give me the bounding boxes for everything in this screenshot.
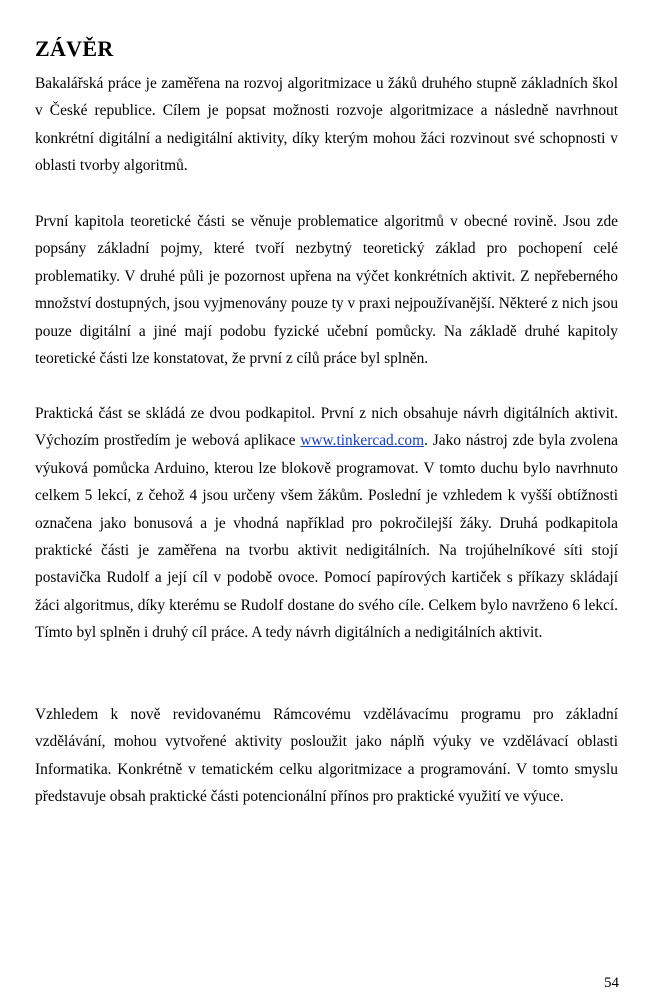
paragraph-theory-summary: První kapitola teoretické části se věnuje problematice algoritmů v obecné rovině. Jsou zde popsány základní pojmy, které tvoří nezbytný teoretický základ pro pochopení celé problematiky. V druhé půli je pozornost upřena na výčet konkrétních aktivit. Z nepřeberného množství dostupných, jsou vyjmenovány pouze ty v praxi nejpoužívanější. Některé z nich jsou pouze digitální a jiné mají podobu fyzické učební pomůcky. Na základě druhé kapitoly teoretické části lze konstatovat, že první z cílů práce byl splněn.: [35, 213, 619, 368]
paragraph-practical-summary: [35, 400, 618, 647]
paragraph-text-after-link: . Jako nástroj zde byla zvolena výuková pomůcka Arduino, kterou lze blokově programovat. V tomto duchu bylo navrhnuto celkem 5 lekcí, z čehož 4 jsou určeny všem žákům. Poslední je vzhledem k vyšší obtížnosti označena jako bonusová a je vhodná například pro pokročilejší žáky. Druhá podkapitola praktické části je zaměřena na tvorbu aktivit nedigitálních. Na trojúhelníkové síti stojí postavička Rudolf a její cíl v podobě ovoce. Pomocí papírových kartiček s příkazy skládají žáci algoritmus, díky kterému se Rudolf dostane do svého cíle. Celkem bylo navrženo 6 lekcí. Tímto byl splněn i druhý cíl práce. A tedy návrh digitálních a nedigitálních aktivit.: [35, 432, 618, 642]
chapter-heading: ZÁVĚR: [35, 36, 114, 61]
page-number: 54: [604, 975, 619, 991]
paragraph-introduction: Bakalářská práce je zaměřena na rozvoj algoritmizace u žáků druhého stupně základních škol v České republice. Cílem je popsat možnosti rozvoje algoritmizace a následně navrhnout konkrétní digitální a nedigitální aktivity, díky kterým mohou žáci rozvinout své schopnosti v oblasti tvorby algoritmů.: [35, 75, 618, 175]
paragraph-curriculum-benefit: Vzhledem k nově revidovanému Rámcovému vzdělávacímu programu pro základní vzdělávání, mohou vytvořené aktivity posloužit jako náplň výuky ve vzdělávací oblasti Informatika. Konkrétně v tematickém celku algoritmizace a programování. V tomto smyslu představuje obsah praktické části potencionální přínos pro praktické využití ve výuce.: [35, 706, 618, 806]
paragraph-text-before-link: Praktická část se skládá ze dvou podkapitol. První z nich obsahuje návrh digitálních aktivit. Výchozím prostředím je webová aplikace: [35, 405, 618, 450]
tinkercad-link[interactable]: www.tinkercad.com: [300, 432, 425, 450]
